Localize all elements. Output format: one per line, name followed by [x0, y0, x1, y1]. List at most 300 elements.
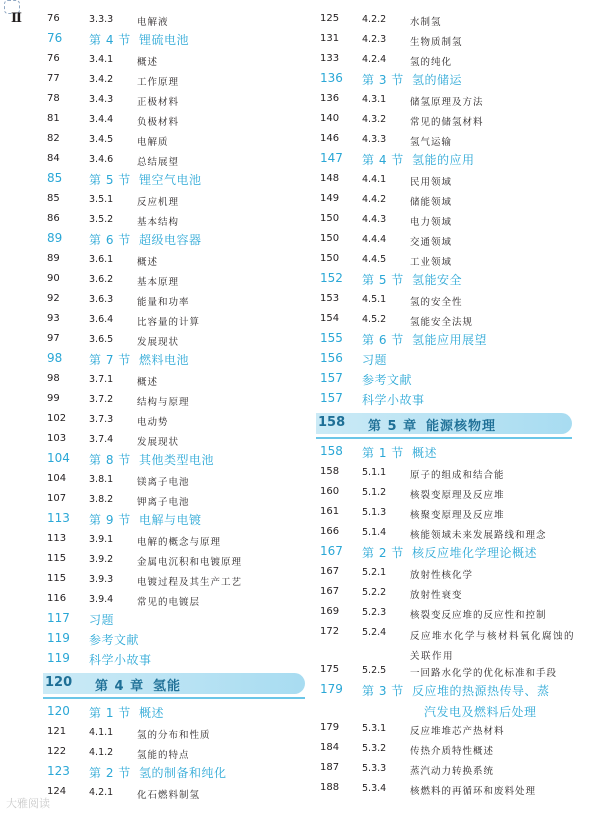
entry-title: 基本原理 [137, 277, 180, 288]
entry-title-continued: 汽发电及燃料后处理 [424, 705, 537, 719]
entry-title: 总结展望 [137, 157, 180, 168]
entry-page: 85 [47, 171, 63, 185]
entry-title: 氢的纯化 [410, 57, 453, 68]
entry-number: 5.3.2 [362, 743, 387, 754]
toc-subsection-entry[interactable] [47, 290, 305, 310]
entry-page: 152 [320, 271, 343, 285]
entry-page: 120 [47, 704, 70, 718]
entry-page: 124 [47, 786, 67, 797]
entry-number: 3.9.2 [89, 554, 114, 565]
toc-extra-entry[interactable] [320, 350, 572, 370]
entry-title: 科学小故事 [362, 393, 425, 407]
entry-page: 102 [47, 413, 67, 424]
entry-number: 第 4 节 [362, 153, 404, 167]
toc-chapter-heading[interactable] [316, 413, 572, 434]
entry-number: 3.5.2 [89, 214, 114, 225]
toc-subsection-entry[interactable] [47, 570, 305, 590]
entry-number: 3.7.2 [89, 394, 114, 405]
entry-page: 113 [47, 511, 70, 525]
toc-subsection-entry[interactable] [47, 50, 305, 70]
entry-page: 157 [320, 371, 343, 385]
entry-number: 第 4 节 [89, 33, 131, 47]
entry-page: 98 [47, 351, 63, 365]
entry-number: 5.1.2 [362, 487, 387, 498]
toc-section-entry[interactable] [320, 150, 572, 170]
toc-subsection-entry[interactable] [320, 503, 572, 523]
toc-section-entry[interactable] [47, 510, 305, 530]
toc-subsection-entry[interactable] [47, 190, 305, 210]
entry-title: 超级电容器 [139, 233, 202, 247]
entry-number: 4.2.3 [362, 34, 387, 45]
chapter-divider [316, 437, 572, 439]
toc-subsection-entry[interactable] [47, 530, 305, 550]
entry-title: 金属电沉积和电镀原理 [137, 557, 243, 568]
toc-section-entry[interactable] [47, 30, 305, 50]
entry-number: 第 9 节 [89, 513, 131, 527]
entry-title: 一回路水化学的优化标准和手段 [410, 668, 558, 679]
toc-subsection-entry[interactable] [47, 210, 305, 230]
entry-title: 反应堆的热源热传导、蒸 [412, 684, 550, 698]
toc-subsection-entry[interactable] [320, 661, 572, 681]
entry-number: 3.7.3 [89, 414, 114, 425]
entry-number: 第 8 节 [89, 453, 131, 467]
entry-number: 4.3.2 [362, 114, 387, 125]
entry-number: 3.5.1 [89, 194, 114, 205]
entry-title: 比容量的计算 [137, 317, 201, 328]
entry-page: 184 [320, 742, 340, 753]
toc-subsection-entry[interactable] [320, 90, 572, 110]
entry-page: 76 [47, 53, 60, 64]
entry-page: 85 [47, 193, 60, 204]
toc-subsection-entry[interactable] [47, 370, 305, 390]
entry-title: 储氢原理及方法 [410, 97, 484, 108]
entry-title: 习题 [89, 613, 115, 627]
entry-number: 5.1.3 [362, 507, 387, 518]
toc-subsection-entry[interactable] [320, 130, 572, 150]
entry-title: 氢能应用展望 [412, 333, 488, 347]
entry-title: 概述 [139, 706, 165, 720]
entry-page: 167 [320, 544, 343, 558]
entry-page: 148 [320, 173, 340, 184]
toc-subsection-entry[interactable] [47, 490, 305, 510]
entry-title: 核反应堆化学理论概述 [412, 546, 538, 560]
entry-number: 4.2.2 [362, 14, 387, 25]
entry-page: 115 [47, 553, 67, 564]
entry-page: 161 [320, 506, 340, 517]
entry-title: 镁离子电池 [137, 477, 190, 488]
toc-subsection-entry[interactable] [47, 150, 305, 170]
entry-number: 3.4.1 [89, 54, 114, 65]
entry-page: 155 [320, 331, 343, 345]
toc-subsection-entry[interactable] [47, 110, 305, 130]
toc-subsection-entry[interactable] [320, 563, 572, 583]
entry-page: 90 [47, 273, 60, 284]
entry-number: 第 3 节 [362, 684, 404, 698]
toc-subsection-entry[interactable] [320, 170, 572, 190]
chapter-number: 第 5 章 [368, 419, 418, 434]
entry-title: 发展现状 [137, 437, 180, 448]
entry-page: 150 [320, 253, 340, 264]
entry-page: 158 [320, 466, 340, 477]
entry-page: 123 [47, 764, 70, 778]
entry-page: 117 [47, 611, 70, 625]
entry-title: 锂硫电池 [139, 33, 190, 47]
entry-title: 核裂变反应堆的反应性和控制 [410, 610, 547, 621]
entry-title: 核裂变原理及反应堆 [410, 490, 505, 501]
entry-title: 反应机理 [137, 197, 180, 208]
entry-page: 113 [47, 533, 67, 544]
toc-section-entry[interactable] [320, 543, 572, 563]
entry-title: 电动势 [137, 417, 169, 428]
entry-page: 78 [47, 93, 60, 104]
entry-page: 89 [47, 253, 60, 264]
toc-subsection-entry[interactable] [47, 783, 305, 803]
entry-page: 81 [47, 113, 60, 124]
entry-number: 5.3.1 [362, 723, 387, 734]
entry-title: 放射性核化学 [410, 570, 474, 581]
entry-number: 第 5 节 [89, 173, 131, 187]
toc-subsection-entry[interactable] [47, 130, 305, 150]
toc-subsection-entry[interactable] [47, 743, 305, 763]
entry-number: 3.8.2 [89, 494, 114, 505]
toc-subsection-entry[interactable] [320, 739, 572, 759]
entry-number: 4.3.1 [362, 94, 387, 105]
entry-number: 4.5.2 [362, 314, 387, 325]
toc-subsection-entry[interactable] [47, 590, 305, 610]
entry-title: 常见的储氢材料 [410, 117, 484, 128]
toc-section-entry[interactable] [47, 763, 305, 783]
toc-subsection-entry[interactable] [47, 550, 305, 570]
entry-title: 氢的安全性 [410, 297, 463, 308]
entry-page: 136 [320, 71, 343, 85]
toc-subsection-entry[interactable] [320, 50, 572, 70]
entry-number: 5.3.3 [362, 763, 387, 774]
entry-title: 科学小故事 [89, 653, 152, 667]
toc-subsection-entry[interactable] [320, 10, 572, 30]
entry-page: 131 [320, 33, 340, 44]
entry-page: 82 [47, 133, 60, 144]
entry-number: 第 7 节 [89, 353, 131, 367]
entry-number: 3.7.1 [89, 374, 114, 385]
entry-title: 习题 [362, 353, 388, 367]
chapter-title: 氢能 [153, 679, 182, 694]
entry-title: 放射性衰变 [410, 590, 463, 601]
toc-subsection-entry[interactable] [47, 10, 305, 30]
toc-subsection-entry[interactable] [47, 723, 305, 743]
entry-number: 第 2 节 [89, 766, 131, 780]
toc-subsection-entry[interactable] [47, 430, 305, 450]
entry-number: 5.1.4 [362, 527, 387, 538]
entry-number: 3.6.3 [89, 294, 114, 305]
toc-subsection-entry[interactable] [320, 210, 572, 230]
chapter-number: 第 4 章 [95, 679, 145, 694]
entry-number: 4.2.1 [89, 787, 114, 798]
watermark: 大雅阅读 [6, 797, 50, 810]
entry-page: 116 [47, 593, 67, 604]
entry-title: 参考文献 [362, 373, 413, 387]
page-number: Ⅱ [11, 11, 22, 26]
entry-title: 发展现状 [137, 337, 180, 348]
entry-number: 5.3.4 [362, 783, 387, 794]
entry-page: 122 [47, 746, 67, 757]
entry-page: 172 [320, 626, 340, 637]
entry-page: 93 [47, 313, 60, 324]
entry-page: 98 [47, 373, 60, 384]
entry-number: 5.2.5 [362, 665, 387, 676]
toc-subsection-entry[interactable] [320, 779, 572, 799]
entry-title: 氢的分布和性质 [137, 730, 211, 741]
entry-page: 99 [47, 393, 60, 404]
entry-page: 150 [320, 233, 340, 244]
entry-page: 76 [47, 31, 63, 45]
toc-section-entry[interactable] [320, 270, 572, 290]
entry-page: 167 [320, 566, 340, 577]
entry-title: 蒸汽动力转换系统 [410, 766, 495, 777]
entry-number: 3.9.1 [89, 534, 114, 545]
entry-number: 3.8.1 [89, 474, 114, 485]
toc-section-entry[interactable] [47, 170, 305, 190]
entry-page: 84 [47, 153, 60, 164]
entry-number: 第 2 节 [362, 546, 404, 560]
entry-title: 负极材料 [137, 117, 180, 128]
entry-page: 119 [47, 631, 70, 645]
entry-number: 4.1.1 [89, 727, 114, 738]
entry-title: 反应堆水化学与核材料氧化腐蚀的关联作用 [410, 631, 576, 662]
entry-number: 第 3 节 [362, 73, 404, 87]
entry-title: 结构与原理 [137, 397, 190, 408]
entry-title: 氢能安全法规 [410, 317, 474, 328]
entry-page: 76 [47, 13, 60, 24]
entry-page: 150 [320, 213, 340, 224]
entry-number: 4.2.4 [362, 54, 387, 65]
entry-title: 概述 [137, 57, 159, 68]
entry-page: 92 [47, 293, 60, 304]
entry-title: 交通领域 [410, 237, 453, 248]
toc-extra-entry[interactable] [320, 390, 572, 410]
entry-title: 生物质制氢 [410, 37, 463, 48]
entry-title: 电解质 [137, 137, 169, 148]
entry-page: 146 [320, 133, 340, 144]
entry-page: 104 [47, 473, 67, 484]
entry-title: 概述 [412, 446, 438, 460]
entry-title: 反应堆堆芯产热材料 [410, 726, 505, 737]
entry-title: 电镀过程及其生产工艺 [137, 577, 243, 588]
toc-section-entry[interactable] [47, 450, 305, 470]
chapter-divider [43, 697, 305, 699]
chapter-page: 158 [318, 415, 346, 430]
toc-subsection-entry[interactable] [320, 110, 572, 130]
entry-page: 104 [47, 451, 70, 465]
toc-subsection-entry[interactable] [320, 483, 572, 503]
toc-section-entry[interactable] [320, 70, 572, 90]
entry-page: 133 [320, 53, 340, 64]
entry-title: 电解液 [137, 17, 169, 28]
toc-section-entry[interactable] [47, 350, 305, 370]
entry-title: 参考文献 [89, 633, 140, 647]
entry-number: 第 6 节 [89, 233, 131, 247]
entry-page: 188 [320, 782, 340, 793]
entry-page: 125 [320, 13, 340, 24]
entry-number: 4.4.1 [362, 174, 387, 185]
entry-number: 5.2.4 [362, 627, 387, 638]
entry-page: 169 [320, 606, 340, 617]
entry-number: 5.2.3 [362, 607, 387, 618]
entry-page: 156 [320, 351, 343, 365]
toc-section-entry[interactable] [320, 330, 572, 350]
toc-subsection-entry[interactable] [320, 190, 572, 210]
entry-title: 传热介质特性概述 [410, 746, 495, 757]
entry-number: 3.4.6 [89, 154, 114, 165]
entry-number: 第 5 节 [362, 273, 404, 287]
entry-page: 89 [47, 231, 63, 245]
entry-page: 166 [320, 526, 340, 537]
toc-subsection-entry[interactable] [320, 30, 572, 50]
toc-section-entry[interactable] [47, 703, 305, 723]
toc-section-entry[interactable] [47, 230, 305, 250]
entry-page: 167 [320, 586, 340, 597]
entry-page: 158 [320, 444, 343, 458]
entry-page: 179 [320, 722, 340, 733]
toc-subsection-entry[interactable] [47, 390, 305, 410]
toc-right-column [318, 10, 576, 799]
entry-number: 5.1.1 [362, 467, 387, 478]
entry-number: 3.9.4 [89, 594, 114, 605]
toc-subsection-entry[interactable] [47, 330, 305, 350]
entry-number: 3.4.5 [89, 134, 114, 145]
toc-extra-entry[interactable] [320, 370, 572, 390]
entry-title: 氢的制备和纯化 [139, 766, 227, 780]
toc-subsection-entry[interactable] [320, 623, 576, 662]
entry-number: 4.1.2 [89, 747, 114, 758]
toc-subsection-entry[interactable] [320, 290, 572, 310]
entry-number: 3.9.3 [89, 574, 114, 585]
entry-title: 原子的组成和结合能 [410, 470, 505, 481]
entry-title: 核能领域未来发展路线和理念 [410, 530, 547, 541]
toc-left-column [47, 10, 305, 803]
entry-title: 电力领域 [410, 217, 453, 228]
entry-title: 锂空气电池 [139, 173, 202, 187]
toc-subsection-entry[interactable] [320, 463, 572, 483]
toc-subsection-entry[interactable] [47, 410, 305, 430]
entry-number: 3.4.2 [89, 74, 114, 85]
entry-number: 第 1 节 [362, 446, 404, 460]
entry-title: 电解的概念与原理 [137, 537, 222, 548]
entry-page: 175 [320, 664, 340, 675]
toc-extra-entry[interactable] [47, 630, 305, 650]
entry-number: 5.2.2 [362, 587, 387, 598]
entry-title: 氢能安全 [412, 273, 463, 287]
toc-subsection-entry[interactable] [47, 310, 305, 330]
entry-page: 149 [320, 193, 340, 204]
entry-number: 3.6.4 [89, 314, 114, 325]
toc-subsection-entry[interactable] [320, 759, 572, 779]
entry-number: 5.2.1 [362, 567, 387, 578]
toc-subsection-entry[interactable] [47, 270, 305, 290]
toc-subsection-entry[interactable] [47, 250, 305, 270]
toc-subsection-entry[interactable] [320, 603, 572, 623]
toc-subsection-entry[interactable] [320, 230, 572, 250]
entry-number: 3.6.1 [89, 254, 114, 265]
entry-number: 4.4.5 [362, 254, 387, 265]
entry-page: 136 [320, 93, 340, 104]
entry-title: 氢能的应用 [412, 153, 475, 167]
entry-number: 3.6.2 [89, 274, 114, 285]
chapter-page: 120 [45, 675, 73, 690]
entry-number: 3.4.3 [89, 94, 114, 105]
entry-page: 140 [320, 113, 340, 124]
entry-title: 工业领域 [410, 257, 453, 268]
toc-chapter-heading[interactable] [43, 673, 305, 694]
entry-page: 153 [320, 293, 340, 304]
entry-page: 147 [320, 151, 343, 165]
entry-title: 氢能的特点 [137, 750, 190, 761]
entry-title: 电解与电镀 [139, 513, 202, 527]
entry-page: 103 [47, 433, 67, 444]
entry-number: 第 6 节 [362, 333, 404, 347]
entry-number: 3.7.4 [89, 434, 114, 445]
entry-page: 77 [47, 73, 60, 84]
entry-title: 储能领域 [410, 197, 453, 208]
toc-section-entry[interactable] [320, 681, 572, 719]
entry-number: 4.4.3 [362, 214, 387, 225]
entry-title: 核聚变原理及反应堆 [410, 510, 505, 521]
entry-title: 水制氢 [410, 17, 442, 28]
entry-title: 概述 [137, 257, 159, 268]
entry-title: 常见的电镀层 [137, 597, 201, 608]
entry-page: 119 [47, 651, 70, 665]
entry-page: 121 [47, 726, 67, 737]
entry-title: 民用领域 [410, 177, 453, 188]
entry-page: 86 [47, 213, 60, 224]
toc-subsection-entry[interactable] [320, 250, 572, 270]
entry-title: 燃料电池 [139, 353, 190, 367]
toc-subsection-entry[interactable] [320, 523, 572, 543]
entry-title: 化石燃料制氢 [137, 790, 201, 801]
toc-subsection-entry[interactable] [47, 70, 305, 90]
entry-title: 钾离子电池 [137, 497, 190, 508]
toc-subsection-entry[interactable] [320, 310, 572, 330]
entry-page: 187 [320, 762, 340, 773]
chapter-title: 能源核物理 [426, 419, 497, 434]
entry-page: 97 [47, 333, 60, 344]
toc-subsection-entry[interactable] [320, 719, 572, 739]
toc-extra-entry[interactable] [47, 650, 305, 670]
entry-title: 概述 [137, 377, 159, 388]
entry-number: 3.4.4 [89, 114, 114, 125]
entry-page: 154 [320, 313, 340, 324]
toc-section-entry[interactable] [320, 443, 572, 463]
entry-title: 氢的储运 [412, 73, 463, 87]
entry-page: 157 [320, 391, 343, 405]
entry-number: 4.4.2 [362, 194, 387, 205]
toc-subsection-entry[interactable] [47, 90, 305, 110]
entry-title: 氢气运输 [410, 137, 453, 148]
entry-number: 3.3.3 [89, 14, 114, 25]
entry-title: 工作原理 [137, 77, 180, 88]
toc-extra-entry[interactable] [47, 610, 305, 630]
entry-number: 4.4.4 [362, 234, 387, 245]
entry-page: 115 [47, 573, 67, 584]
entry-page: 160 [320, 486, 340, 497]
entry-title: 其他类型电池 [139, 453, 215, 467]
entry-number: 4.5.1 [362, 294, 387, 305]
entry-title: 能量和功率 [137, 297, 190, 308]
entry-number: 4.3.3 [362, 134, 387, 145]
toc-subsection-entry[interactable] [320, 583, 572, 603]
toc-subsection-entry[interactable] [47, 470, 305, 490]
entry-number: 第 1 节 [89, 706, 131, 720]
entry-number: 3.6.5 [89, 334, 114, 345]
